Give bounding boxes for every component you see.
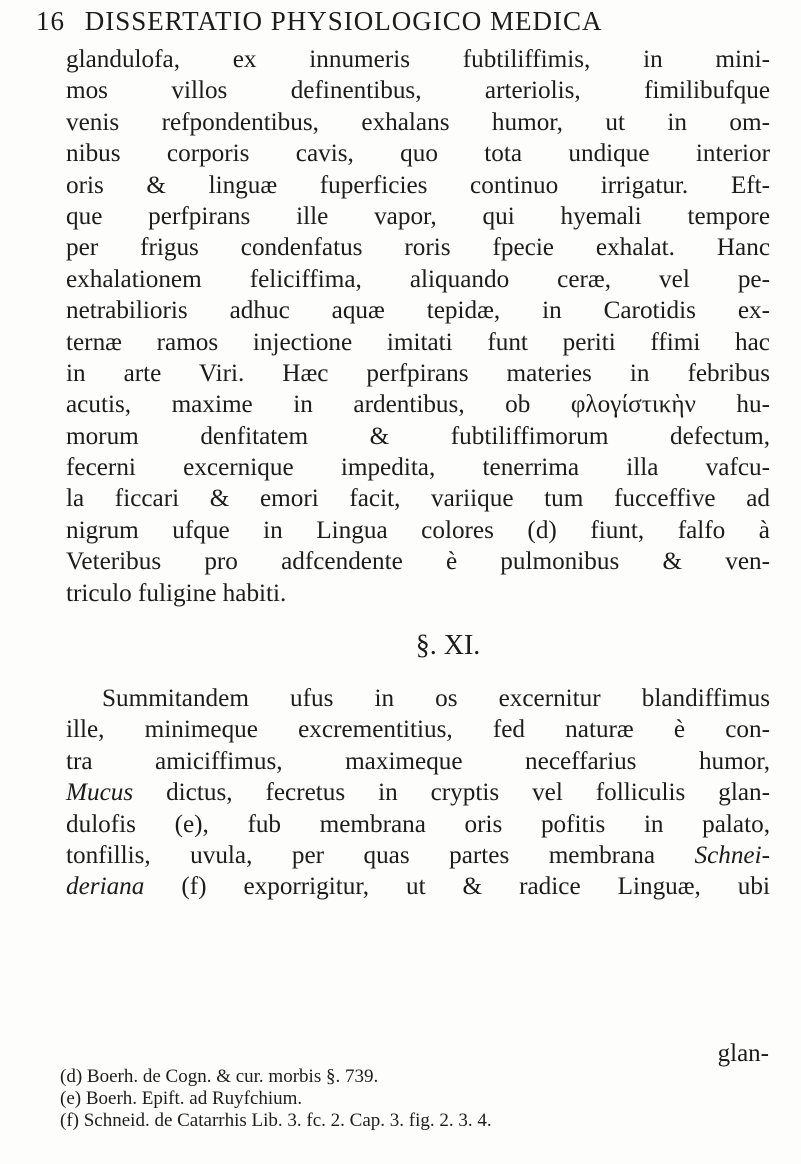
- catchword: glan-: [717, 1040, 769, 1067]
- text-line: Mucus dictus, fecretus in cryptis vel folliculis glan-: [66, 779, 770, 807]
- section-heading: §. XI.: [415, 630, 481, 662]
- text-line: ille, minimeque excrementitius, fed naturæ è con-: [66, 716, 770, 744]
- text-line: venis refpondentibus, exhalans humor, ut in om-: [66, 108, 770, 136]
- paragraph-2: [66, 683, 770, 903]
- text-line: glandulofa, ex innumeris fubtiliffimis, in mini-: [66, 46, 770, 73]
- running-header: [36, 6, 776, 46]
- text-line: exhalationem feliciffima, aliquando ceræ, vel pe-: [66, 265, 770, 293]
- text-line: nibus corporis cavis, quo tota undique interior: [66, 140, 770, 168]
- text-line: fecerni excernique impedita, tenerrima illa vafcu-: [66, 454, 770, 482]
- text-line: deriana (f) exporrigitur, ut & radice Linguæ, ubi: [66, 873, 770, 901]
- text-line: morum denfitatem & fubtiliffimorum defectum,: [66, 422, 770, 450]
- body-text: [66, 44, 770, 903]
- text-line: la ficcari & emori facit, variique tum fucceffive ad: [66, 485, 770, 513]
- text-line: dulofis (e), fub membrana oris pofitis in palato,: [66, 810, 770, 838]
- page-number: 16: [36, 6, 65, 36]
- text-line: que perfpirans ille vapor, qui hyemali tempore: [66, 202, 770, 230]
- italic-term: Mucus: [66, 779, 134, 807]
- text-line: tra amiciffimus, maximeque neceffarius humor,: [66, 747, 770, 775]
- text-line: Summitandem ufus in os excernitur blandiffimus: [102, 685, 770, 713]
- text-line: tonfillis, uvula, per quas partes membrana Schnei-: [66, 841, 770, 869]
- text-line: nigrum ufque in Lingua colores (d) fiunt, falfo à: [66, 516, 770, 544]
- footnotes: [60, 1066, 750, 1132]
- text-line: mos villos definentibus, arteriolis, fimilibufque: [66, 77, 770, 105]
- text-line: in arte Viri. Hæc perfpirans materies in febribus: [66, 359, 770, 387]
- text-line: Veteribus pro adfcendente è pulmonibus & ven-: [66, 548, 770, 576]
- italic-term: deriana: [66, 873, 145, 901]
- running-title: DISSERTATIO PHYSIOLOGICO MEDICA: [84, 6, 603, 36]
- text-line: acutis, maxime in ardentibus, ob φλογίστικὴν hu-: [66, 391, 770, 419]
- text-line: triculo fuligine habiti.: [66, 579, 287, 607]
- italic-term: Schnei-: [694, 841, 770, 869]
- text-line: oris & linguæ fuperficies continuo irrigatur. Eft-: [66, 171, 770, 199]
- text-line: netrabilioris adhuc aquæ tepidæ, in Carotidis ex-: [66, 297, 770, 325]
- text-line: ternæ ramos injectione imitati funt periti ffimi hac: [66, 328, 770, 356]
- footnote-d: (d) Boerh. de Cogn. & cur. morbis §. 739.: [60, 1066, 379, 1087]
- text-line: per frigus condenfatus roris fpecie exhalat. Hanc: [66, 234, 770, 262]
- footnote-e: (e) Boerh. Epift. ad Ruyfchium.: [60, 1088, 303, 1109]
- paragraph-1: [66, 44, 770, 609]
- footnote-f: (f) Schneid. de Catarrhis Lib. 3. fc. 2. Cap. 3. fig. 2. 3. 4.: [60, 1110, 492, 1131]
